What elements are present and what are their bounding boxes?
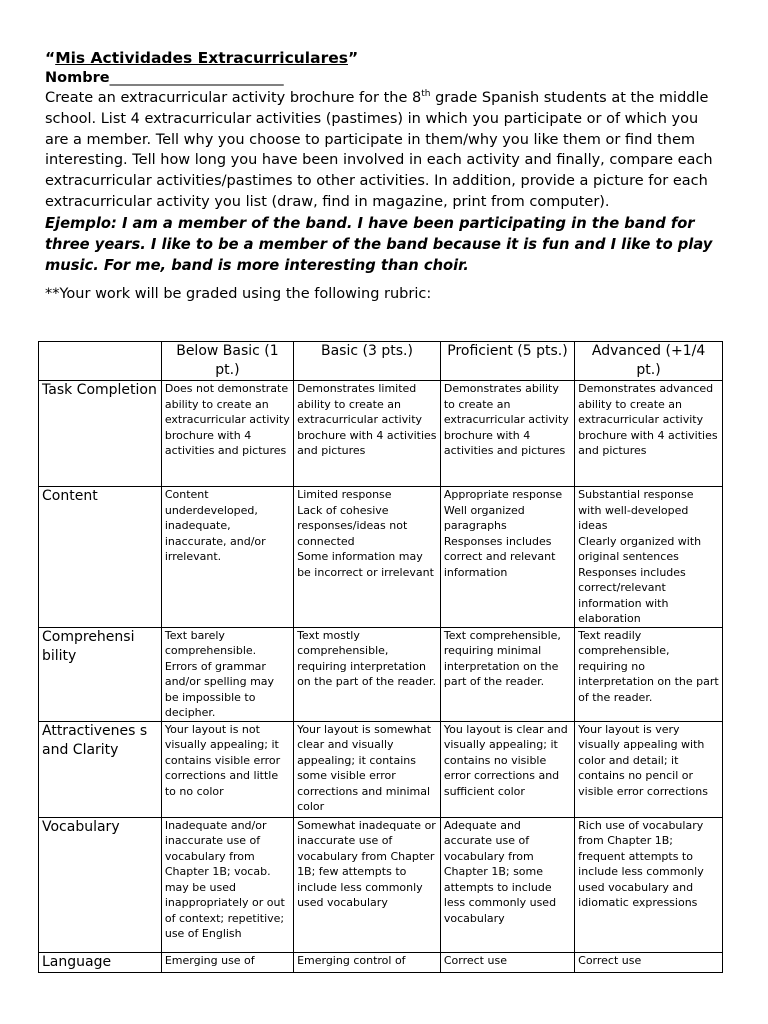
cell-line: Substantial response with well-developed ideas — [578, 488, 694, 532]
criterion-label: Comprehensi bility — [39, 627, 162, 721]
rubric-header-row — [39, 342, 723, 381]
rubric-cell: Text readily comprehensible, requiring no interpretation on the part of the reader. — [575, 627, 723, 721]
rubric-row-content — [39, 487, 723, 628]
rubric-cell: Text barely comprehensible. Errors of grammar and/or spelling may be impossible to decipher. — [161, 627, 293, 721]
title-text: Mis Actividades Extracurriculares — [55, 49, 348, 67]
rubric-cell: Your layout is not visually appealing; it contains visible error corrections and little to no color — [161, 721, 293, 817]
criterion-label: Vocabulary — [39, 817, 162, 952]
criterion-label: Task Completion — [39, 381, 162, 487]
rubric-note: **Your work will be graded using the following rubric: — [45, 285, 432, 302]
criterion-label: Language — [39, 952, 162, 972]
criterion-label: Attractivenes s and Clarity — [39, 721, 162, 817]
rubric-row-attractiveness — [39, 721, 723, 817]
ordinal-superscript: th — [421, 89, 431, 100]
cell-line: Appropriate response — [443, 488, 563, 501]
document-page — [45, 48, 725, 304]
rubric-cell: Your layout is very visually appealing with color and detail; it contains no pencil or visible error corrections — [575, 721, 723, 817]
rubric-cell: You layout is clear and visually appealing; it contains no visible error corrections and sufficient color — [440, 721, 574, 817]
cell-line: Well organized paragraphs — [443, 503, 525, 532]
rubric-header-empty — [39, 342, 162, 381]
rubric-cell — [440, 487, 574, 628]
rubric-cell: Rich use of vocabulary from Chapter 1B; frequent attempts to include less commonly used vocabulary and idiomatic expressions — [575, 817, 723, 952]
rubric-header-below-basic: Below Basic (1 pt.) — [161, 342, 293, 381]
cell-line: Clearly organized with original sentences — [578, 534, 702, 563]
rubric-header-advanced: Advanced (+1/4 pt.) — [575, 342, 723, 381]
rubric-cell: Text comprehensible, requiring minimal interpretation on the part of the reader. — [440, 627, 574, 721]
cell-line: Lack of cohesive responses/ideas not connected — [297, 503, 408, 548]
rubric-cell: Demonstrates ability to create an extracurricular activity brochure with 4 activities and pictures — [440, 381, 574, 487]
rubric-cell: Demonstrates advanced ability to create an extracurricular activity brochure with 4 activities and pictures — [575, 381, 723, 487]
rubric-cell: Inadequate and/or inaccurate use of vocabulary from Chapter 1B; vocab. may be used inappropriately or out of context; repetitive; use of English — [161, 817, 293, 952]
rubric-cell: Demonstrates limited ability to create an extracurricular activity brochure with 4 activities and pictures — [294, 381, 441, 487]
rubric-cell: Somewhat inadequate or inaccurate use of vocabulary from Chapter 1B; few attempts to include less commonly used vocabulary — [294, 817, 441, 952]
criterion-label: Content — [39, 487, 162, 628]
document-title: “Mis Actividades Extracurriculares” — [45, 49, 359, 67]
rubric-table — [38, 341, 723, 973]
instructions-paragraph: Create an extracurricular activity brochure for the 8th grade Spanish students at the middle school. List 4 extracurricular activities (pastimes) in which you participate or of which you are a member. Tell why you choose to participate in them/why you like them or find them interesting. Tell how long you have been involved in each activity and finally, compare each extracurricular activities/pastimes to other activities. In addition, provide a picture for each extracurricular activity you list (draw, find in magazine, print from computer). — [45, 89, 713, 210]
cell-line: Responses includes correct and relevant information — [443, 534, 556, 579]
rubric-row-comprehensibility — [39, 627, 723, 721]
rubric-cell: Content underdeveloped, inadequate, inaccurate, and/or irrelevant. — [161, 487, 293, 628]
rubric-cell: Emerging use of — [161, 952, 293, 972]
rubric-cell: Emerging control of — [294, 952, 441, 972]
rubric-header-proficient: Proficient (5 pts.) — [440, 342, 574, 381]
name-field — [45, 68, 725, 88]
cell-line: Some information may be incorrect or irrelevant — [297, 550, 434, 579]
rubric-cell: Text mostly comprehensible, requiring interpretation on the part of the reader. — [294, 627, 441, 721]
rubric-cell: Correct use — [575, 952, 723, 972]
rubric-cell: Adequate and accurate use of vocabulary from Chapter 1B; some attempts to include less commonly used vocabulary — [440, 817, 574, 952]
rubric-cell: Correct use — [440, 952, 574, 972]
rubric-cell — [575, 487, 723, 628]
rubric-row-language — [39, 952, 723, 972]
rubric-cell — [294, 487, 441, 628]
name-blank-line: ________________________ — [109, 70, 284, 86]
rubric-cell: Your layout is somewhat clear and visually appealing; it contains some visible error corrections and minimal color — [294, 721, 441, 817]
cell-line: Responses includes correct/relevant information with elaboration — [578, 565, 686, 625]
example-paragraph: Ejemplo: I am a member of the band. I have been participating in the band for three years. I like to be a member of the band because it is fun and I like to play music. For me, band is more interesting than choir. — [45, 214, 713, 274]
name-label: Nombre — [45, 70, 110, 86]
cell-line: Limited response — [297, 488, 392, 501]
rubric-header-basic: Basic (3 pts.) — [294, 342, 441, 381]
rubric-row-vocabulary — [39, 817, 723, 952]
rubric-cell: Does not demonstrate ability to create an extracurricular activity brochure with 4 activities and pictures — [161, 381, 293, 487]
rubric-row-task-completion — [39, 381, 723, 487]
